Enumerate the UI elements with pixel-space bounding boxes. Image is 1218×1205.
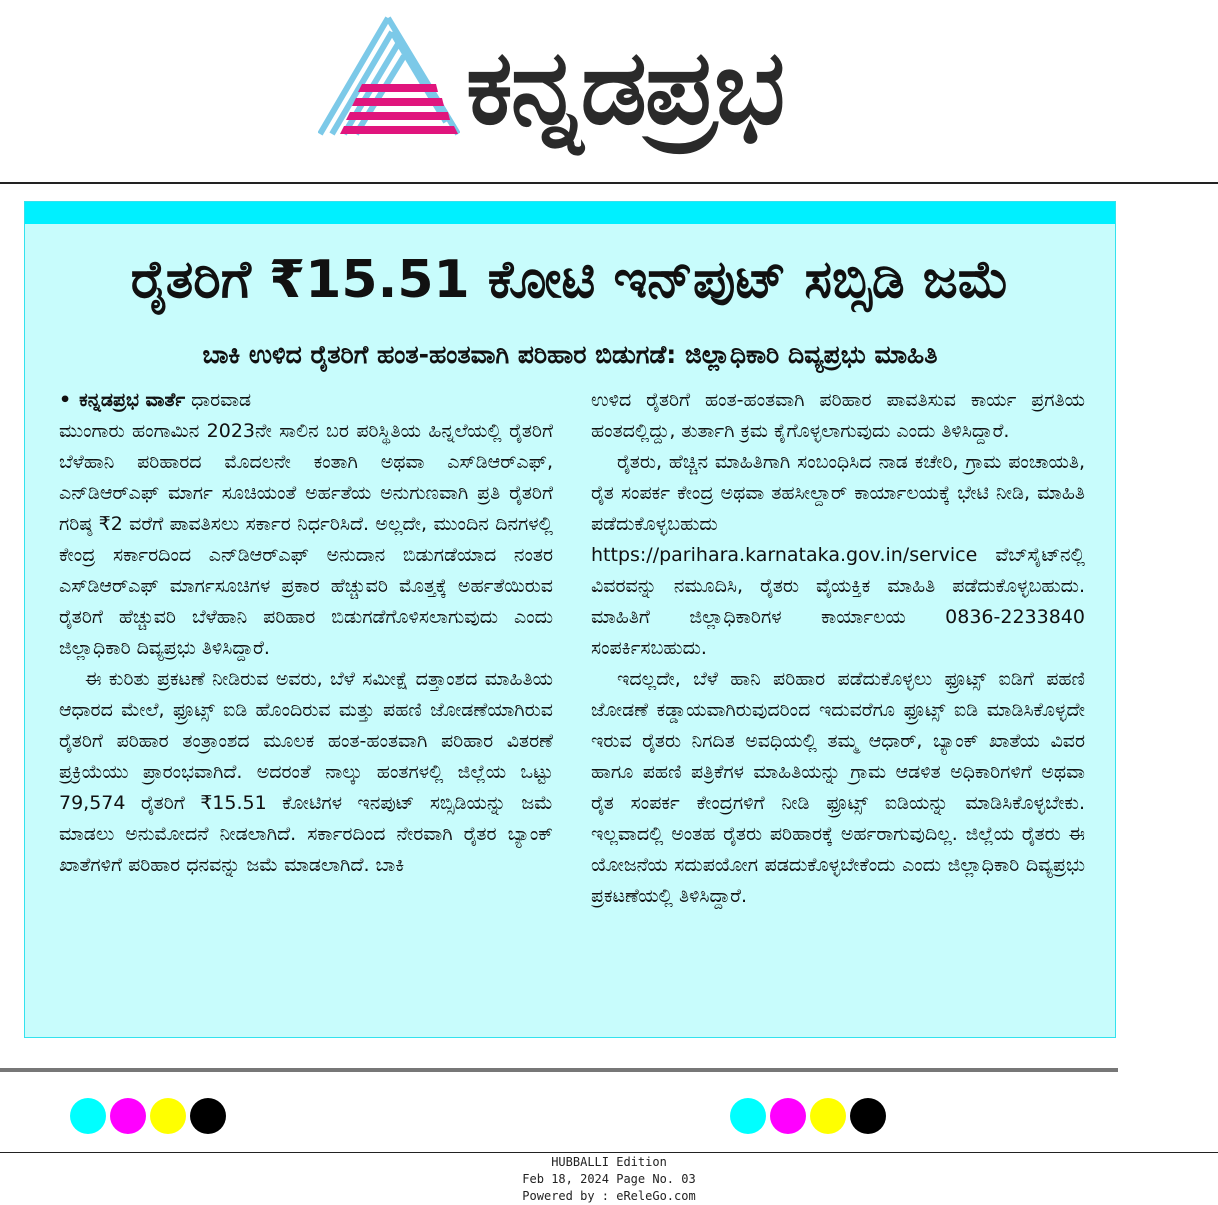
article-paragraph: ಈ ಕುರಿತು ಪ್ರಕಟಣೆ ನೀಡಿರುವ ಅವರು, ಬೆಳೆ ಸಮೀಕ್ಷೆ ದತ್ತಾಂಶದ ಮಾಹಿತಿಯ ಆಧಾರದ ಮೇಲೆ, ಫ್ರೂಟ್ಸ್ ಐಡಿ ಹೊಂದಿರುವ ಮತ್ತು ಪಹಣಿ ಜೋಡಣೆಯಾಗಿರುವ ರೈತರಿಗೆ ಪರಿಹಾರ ತಂತ್ರಾಂಶದ ಮೂಲಕ ಹಂತ-ಹಂತವಾಗಿ ಪರಿಹಾರ ವಿತರಣೆ ಪ್ರಕ್ರಿಯೆಯು ಪ್ರಾರಂಭವಾಗಿದೆ. ಅದರಂತೆ ನಾಲ್ಕು ಹಂತಗಳಲ್ಲಿ ಜಿಲ್ಲೆಯ ಒಟ್ಟು 79,574 ರೈತರಿಗೆ ₹15.51 ಕೋಟಿಗಳ ಇನಪುಟ್ ಸಬ್ಸಿಡಿಯನ್ನು ಜಮೆ ಮಾಡಲು ಅನುಮೋದನೆ ನೀಡಲಾಗಿದೆ. ಸರ್ಕಾರದಿಂದ ನೇರವಾಗಿ ರೈತರ ಬ್ಯಾಂಕ್ ಖಾತೆಗಳಿಗೆ ಪರಿಹಾರ ಧನವನ್ನು ಜಮೆ ಮಾಡಲಾಗಿದೆ. ಬಾಕಿ [59, 668, 553, 876]
article-column-right [591, 385, 1085, 912]
footer-divider [0, 1152, 1218, 1153]
masthead-title: ಕನ್ನಡಪ್ರಭ [466, 26, 784, 148]
byline-bullet: • [59, 389, 72, 411]
registration-marks-right [730, 1098, 886, 1134]
article-paragraph: ಉಳಿದ ರೈತರಿಗೆ ಹಂತ-ಹಂತವಾಗಿ ಪರಿಹಾರ ಪಾವತಿಸುವ ಕಾರ್ಯ ಪ್ರಗತಿಯ ಹಂತದಲ್ಲಿದ್ದು, ತುರ್ತಾಗಿ ಕ್ರಮ ಕೈಗೊಳ್ಳಲಾಗುವುದು ಎಂದು ತಿಳಿಸಿದ್ದಾರೆ. [591, 389, 1085, 442]
article-headline: ರೈತರಿಗೆ ₹15.51 ಕೋಟಿ ಇನ್‌ಪುಟ್ ಸಬ್ಸಿಡಿ ಜಮೆ [130, 250, 1010, 310]
article-paragraph: ರೈತರು, ಹೆಚ್ಚಿನ ಮಾಹಿತಿಗಾಗಿ ಸಂಬಂಧಿಸಿದ ನಾಡ ಕಚೇರಿ, ಗ್ರಾಮ ಪಂಚಾಯತಿ, ರೈತ ಸಂಪರ್ಕ ಕೇಂದ್ರ ಅಥವಾ ತಹಸೀಲ್ದಾರ್ ಕಾರ್ಯಾಲಯಕ್ಕೆ ಭೇಟಿ ನೀಡಿ, ಮಾಹಿತಿ ಪಡೆದುಕೊಳ್ಳಬಹುದು https://parihara.karnataka.gov.in/service ವೆಬ್‌ಸೈಟ್‌ನಲ್ಲಿ ವಿವರವನ್ನು ನಮೂದಿಸಿ, ರೈತರು ವೈಯಕ್ತಿಕ ಮಾಹಿತಿ ಪಡೆದುಕೊಳ್ಳಬಹುದು. ಮಾಹಿತಿಗೆ ಜಿಲ್ಲಾಧಿಕಾರಿಗಳ ಕಾರ್ಯಾಲಯ 0836-2233840 ಸಂಪರ್ಕಿಸಬಹುದು. [591, 451, 1085, 659]
registration-marks-left [70, 1098, 226, 1134]
bottom-divider [0, 1068, 1118, 1072]
black-dot [190, 1098, 226, 1134]
edition-label: HUBBALLI Edition [551, 1155, 667, 1169]
powered-by-link[interactable]: Powered by : eReleGo.com [522, 1189, 696, 1203]
black-dot [850, 1098, 886, 1134]
yellow-dot [150, 1098, 186, 1134]
date-page-label: Feb 18, 2024 Page No. 03 [522, 1172, 696, 1186]
article-paragraph: ಮುಂಗಾರು ಹಂಗಾಮಿನ 2023ನೇ ಸಾಲಿನ ಬರ ಪರಿಸ್ಥಿತಿಯ ಹಿನ್ನಲೆಯಲ್ಲಿ ರೈತರಿಗೆ ಬೆಳೆಹಾನಿ ಪರಿಹಾರದ ಮೊದಲನೇ ಕಂತಾಗಿ ಅಥವಾ ಎಸ್‌ಡಿಆರ್‌ಎಫ್, ಎನ್‌ಡಿಆರ್‌ಎಫ್ ಮಾರ್ಗ ಸೂಚಿಯಂತೆ ಅರ್ಹತೆಯ ಅನುಗುಣವಾಗಿ ಪ್ರತಿ ರೈತರಿಗೆ ಗರಿಷ್ಠ ₹2 ವರೆಗೆ ಪಾವತಿಸಲು ಸರ್ಕಾರ ನಿರ್ಧರಿಸಿದೆ. ಅಲ್ಲದೇ, ಮುಂದಿನ ದಿನಗಳಲ್ಲಿ ಕೇಂದ್ರ ಸರ್ಕಾರದಿಂದ ಎನ್‌ಡಿಆರ್‌ಎಫ್ ಅನುದಾನ ಬಿಡುಗಡೆಯಾದ ನಂತರ ಎಸ್‌ಡಿಆರ್‌ಎಫ್ ಮಾರ್ಗಸೂಚಿಗಳ ಪ್ರಕಾರ ಹೆಚ್ಚುವರಿ ಮೊತ್ತಕ್ಕೆ ಅರ್ಹತೆಯಿರುವ ರೈತರಿಗೆ ಹೆಚ್ಚುವರಿ ಬೆಳೆಹಾನಿ ಪರಿಹಾರ ಬಿಡುಗಡೆಗೊಳಿಸಲಾಗುವುದು ಎಂದು ಜಿಲ್ಲಾಧಿಕಾರಿ ದಿವ್ಯಪ್ರಭು ತಿಳಿಸಿದ್ದಾರೆ. [59, 420, 553, 659]
magenta-dot [110, 1098, 146, 1134]
cyan-dot [730, 1098, 766, 1134]
article-paragraph: ಇದಲ್ಲದೇ, ಬೆಳೆ ಹಾನಿ ಪರಿಹಾರ ಪಡೆದುಕೊಳ್ಳಲು ಫ್ರೂಟ್ಸ್ ಐಡಿಗೆ ಪಹಣಿ ಜೋಡಣೆ ಕಡ್ಡಾಯವಾಗಿರುವುದರಿಂದ ಇದುವರೆಗೂ ಫ್ರೂಟ್ಸ್ ಐಡಿ ಮಾಡಿಸಿಕೊಳ್ಳದೇ ಇರುವ ರೈತರು ನಿಗದಿತ ಅವಧಿಯಲ್ಲಿ ತಮ್ಮ ಆಧಾರ್, ಬ್ಯಾಂಕ್ ಖಾತೆಯ ವಿವರ ಹಾಗೂ ಪಹಣಿ ಪತ್ರಿಕೆಗಳ ಮಾಹಿತಿಯನ್ನು ಗ್ರಾಮ ಆಡಳಿತ ಅಧಿಕಾರಿಗಳಿಗೆ ಅಥವಾ ರೈತ ಸಂಪರ್ಕ ಕೇಂದ್ರಗಳಿಗೆ ನೀಡಿ ಫ್ರೂಟ್ಸ್ ಐಡಿಯನ್ನು ಮಾಡಿಸಿಕೊಳ್ಳಬೇಕು. ಇಲ್ಲವಾದಲ್ಲಿ ಅಂತಹ ರೈತರು ಪರಿಹಾರಕ್ಕೆ ಅರ್ಹರಾಗುವುದಿಲ್ಲ. ಜಿಲ್ಲೆಯ ರೈತರು ಈ ಯೋಜನೆಯ ಸದುಪಯೋಗ ಪಡದುಕೊಳ್ಳಬೇಕೆಂದು ಎಂದು ಜಿಲ್ಲಾಧಿಕಾರಿ ದಿವ್ಯಪ್ರಭು ಪ್ರಕಟಣೆಯಲ್ಲಿ ತಿಳಿಸಿದ್ದಾರೆ. [591, 668, 1085, 907]
news-article [24, 201, 1116, 1038]
kannadaprabha-logo-icon [318, 14, 460, 138]
cyan-dot [70, 1098, 106, 1134]
masthead-divider [0, 182, 1218, 184]
masthead [0, 0, 1218, 182]
magenta-dot [770, 1098, 806, 1134]
article-column-left [59, 385, 553, 881]
byline-place: ಧಾರವಾಡ [191, 389, 252, 411]
byline-source: ಕನ್ನಡಪ್ರಭ ವಾರ್ತೆ [79, 389, 186, 411]
page-footer [0, 1154, 1218, 1205]
article-subheadline: ಬಾಕಿ ಉಳಿದ ರೈತರಿಗೆ ಹಂತ-ಹಂತವಾಗಿ ಪರಿಹಾರ ಬಿಡುಗಡೆ: ಜಿಲ್ಲಾಧಿಕಾರಿ ದಿವ್ಯಪ್ರಭು ಮಾಹಿತಿ [202, 340, 938, 369]
article-top-bar [25, 202, 1115, 224]
byline [59, 385, 553, 416]
yellow-dot [810, 1098, 846, 1134]
